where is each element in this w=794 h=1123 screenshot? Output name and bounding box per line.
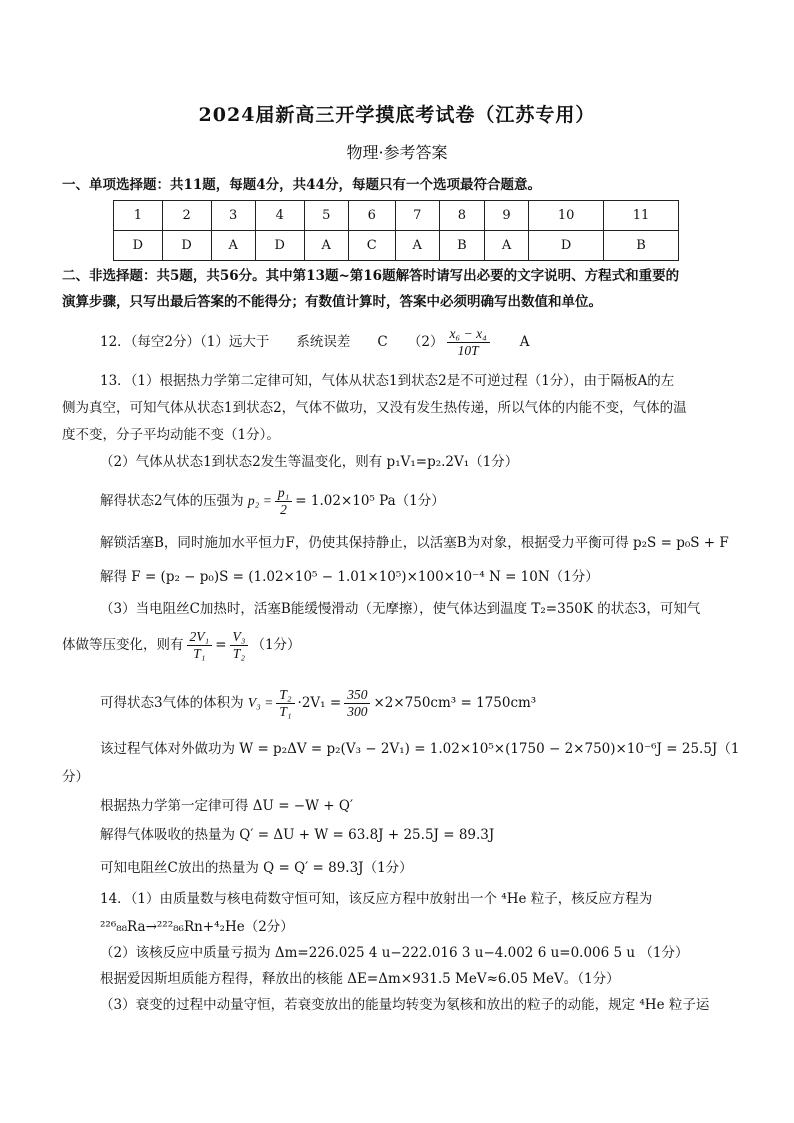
answer-table-number-row — [114, 201, 679, 231]
q13-line8: （3）当电阻丝C加热时，活塞B能缓慢滑动（无摩擦），使气体达到温度 T₂=350K 的状态3，可知气 — [100, 601, 701, 617]
q13-line13: 根据热力学第一定律可得 ΔU = −W + Q′ — [100, 798, 354, 814]
table-cell-number: 4 — [255, 201, 304, 231]
q13-line10-num1: T₂ — [276, 687, 294, 704]
section1-heading: 一、单项选择题：共11题，每题4分，共44分，每题只有一个选项最符合题意。 — [62, 177, 541, 193]
q13-line9-fraction2 — [230, 629, 249, 662]
q13-line5-text: 解得状态2气体的压强为 — [100, 493, 244, 509]
q14-line2: ²²⁶₈₈Ra→²²²₈₆Rn+⁴₂He（2分） — [100, 919, 294, 935]
q13-line2: 侧为真空，可知气体从状态1到状态2，气体不做功，又没有发生热传递，所以气体的内能不变，气体的温 — [62, 400, 687, 416]
section2-line1: 二、非选择题：共5题，共56分。其中第13题~第16题解答时请写出必要的文字说明、方程式和重要的 — [62, 268, 680, 284]
table-cell-number: 10 — [529, 201, 604, 231]
q14-line3: （2）该核反应中质量亏损为 Δm=226.025 4 u−222.016 3 u−4.002 6 u=0.006 5 u （1分） — [100, 945, 689, 961]
q12-fraction — [447, 326, 490, 359]
q13-line6: 解锁活塞B，同时施加水平恒力F，仍使其保持静止，以活塞B为对象，根据受力平衡可得 p₂S = p₀S + F — [100, 535, 729, 551]
q13-line10-mid: ·2V₁ = — [297, 695, 342, 711]
q13-line10-text: 可得状态3气体的体积为 — [100, 695, 244, 711]
page-title: 2024届新高三开学摸底考试卷（江苏专用） — [198, 104, 596, 126]
q13-line15: 可知电阻丝C放出的热量为 Q = Q′ = 89.3J（1分） — [100, 860, 413, 876]
q13-line1: 13．（1）根据热力学第二定律可知，气体从状态1到状态2是不可逆过程（1分），由于隔板A的左 — [100, 373, 675, 389]
q13-line10-num2: 350 — [344, 687, 370, 704]
q13-line10-lhs: V₃ = — [247, 695, 274, 710]
q13-line9-den2: T₂ — [232, 646, 246, 661]
q13-line9-eq: = — [215, 637, 227, 653]
table-cell-number: 2 — [162, 201, 211, 231]
section2-line2: 演算步骤，只写出最后答案的不能得分；有数值计算时，答案中必须明确写出数值和单位。 — [62, 294, 602, 310]
table-cell-answer: B — [604, 231, 679, 261]
table-cell-number: 8 — [439, 201, 484, 231]
table-cell-answer: D — [255, 231, 304, 261]
q13-line10-fraction1 — [276, 687, 294, 720]
table-cell-answer: C — [348, 231, 395, 261]
table-cell-number: 7 — [395, 201, 439, 231]
table-cell-answer: A — [395, 231, 439, 261]
answer-table — [113, 200, 679, 261]
table-cell-number: 5 — [304, 201, 348, 231]
table-cell-answer: A — [211, 231, 255, 261]
q13-line10-den2: 300 — [347, 704, 368, 719]
q13-line5-fraction — [275, 485, 292, 518]
q12-line — [100, 325, 530, 359]
q13-line10 — [100, 686, 536, 720]
q13-line10-fraction2 — [344, 687, 370, 720]
table-cell-answer: D — [162, 231, 211, 261]
answer-table-answer-row — [114, 231, 679, 261]
q14-line5: （3）衰变的过程中动量守恒，若衰变放出的能量均转变为氡核和放出的粒子的动能，规定 ⁴He 粒子运 — [100, 997, 710, 1013]
table-cell-answer: D — [529, 231, 604, 261]
q13-line5 — [100, 484, 445, 518]
q12-text: 12．（每空2分）（1）远大于 系统误差 C （2） — [100, 334, 444, 350]
q13-line9-text: 体做等压变化，则有 — [62, 637, 184, 653]
q13-line12: 分） — [62, 769, 89, 785]
q14-line1: 14．（1）由质量数与核电荷数守恒可知，该反应方程中放射出一个 ⁴He 粒子，核反应方程为 — [100, 891, 653, 907]
q13-line5-rhs: = 1.02×10⁵ Pa（1分） — [295, 493, 445, 509]
table-cell-number: 9 — [484, 201, 528, 231]
q12-frac-num: x₆ − x₄ — [447, 326, 490, 343]
table-cell-answer: A — [484, 231, 528, 261]
table-cell-number: 6 — [348, 201, 395, 231]
table-cell-answer: B — [439, 231, 484, 261]
q13-line9-suffix: （1分） — [251, 637, 301, 653]
q13-line5-num: p₁ — [275, 485, 292, 502]
q13-line14: 解得气体吸收的热量为 Q′ = ΔU + W = 63.8J + 25.5J = 89.3J — [100, 827, 495, 843]
q13-line9-num2: V₃ — [230, 629, 249, 646]
table-cell-number: 3 — [211, 201, 255, 231]
table-cell-number: 11 — [604, 201, 679, 231]
q13-line9-den1: T₁ — [193, 646, 206, 661]
q13-line10-den1: T₁ — [279, 704, 292, 719]
q13-line4: （2）气体从状态1到状态2发生等温变化，则有 p₁V₁=p₂.2V₁（1分） — [100, 454, 519, 470]
q13-line7: 解得 F = (p₂ − p₀)S = (1.02×10⁵ − 1.01×10⁵)×100×10⁻⁴ N = 10N（1分） — [100, 569, 599, 585]
q13-line5-lhs: p₂ = — [247, 493, 272, 508]
q12-frac-den: 10T — [457, 343, 479, 358]
table-cell-answer: A — [304, 231, 348, 261]
q14-line4: 根据爱因斯坦质能方程得，释放出的核能 ΔE=Δm×931.5 MeV≈6.05 MeV。（1分） — [100, 971, 620, 987]
q13-line3: 度不变，分子平均动能不变（1分）。 — [62, 427, 280, 443]
table-cell-number: 1 — [114, 201, 163, 231]
q13-line9 — [62, 628, 301, 662]
q12-suffix: A — [492, 334, 530, 350]
q13-line5-den: 2 — [280, 502, 287, 517]
q13-line9-num1: 2V₁ — [187, 629, 213, 646]
page-subtitle: 物理·参考答案 — [346, 143, 448, 162]
q13-line9-fraction1 — [187, 629, 213, 662]
table-cell-answer: D — [114, 231, 163, 261]
q13-line11: 该过程气体对外做功为 W = p₂ΔV = p₂(V₃ − 2V₁) = 1.02×10⁵×(1750 − 2×750)×10⁻⁶J = 25.5J（1 — [100, 741, 740, 757]
q13-line10-rhs: ×2×750cm³ = 1750cm³ — [373, 695, 537, 711]
